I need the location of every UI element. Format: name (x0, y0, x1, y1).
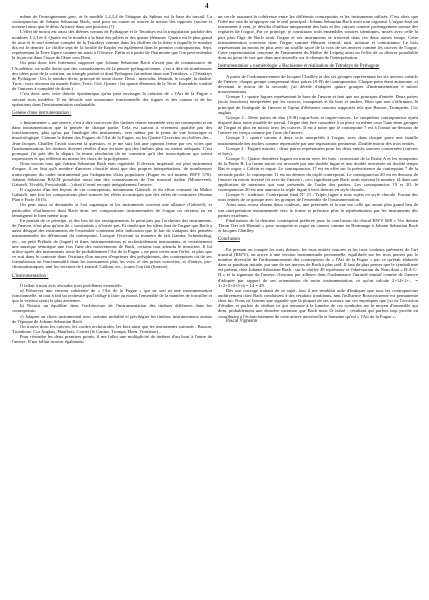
right-paragraph: Groupe 6 : tradition. Contrepoint final N° 21 : Triple fugue à trois sujets en style chorale. Fusion des trois entités de ce groupe avec les groupes de l'ensemble de l'instrumentation. (218, 192, 418, 203)
right-paragraph: Groupe 2 : Deux paires de duo (A-B) orgue-bois et orgue-cuivres. Le cinquième contrapunctus ayant disposé dans notre modèle de travail, l'orgue doit être considéré à sa place sa même ceux l'une deux groupes de l'orgue et plus en miroir avec les cuivres. Il est à noter que le contrepoint 7 est à l'instar au-dessous de l'œuvre est conçu comme par l'acte de l'œuvre. (218, 114, 418, 136)
left-paragraph: c) Adapter au choix instrumental avec certaine mobilité et privilégier les timbres instrumentaux autour de l'époque de Johann Sebastian Bach. (12, 313, 212, 324)
right-paragraph: Groupe 4 : Fugues miroirs ; deux paires représentées pour les deux entités sonores concernées (cuivres et bois). (218, 145, 418, 156)
left-section-heading: Genèse d'une instrumentation : (12, 110, 72, 116)
left-column (12, 14, 212, 345)
left-paragraph: a) Préserver une version cohérente de « l'Art de la Fugue » qui ne soit ni une instrumentation fonctionnelle, ni tout à fait un orchestre qui l'oblige à faire au moins l'ensemble de la manière de travailler et que la version serait la plus ancienne. (12, 287, 212, 304)
right-paragraph: Groupe 5 : Quatre dernières fugues en miroir avec les bois ; nouveauté de la Partie A et les trompettes de la Partie B. La forme miroir est inversée par une double fugue et une double renversée où double tempo Bas et orgue « Calvin et orgue. Le contrapunctus 17 est en effet sur la préexistence du contrepoint 7 de la seconde partie, le contrepoint 11 est un dernier du triple contrepoint. Le contrapunctus 20 est en dessous de l'œuvre en miroir inversé (et avec de l'œuvre) ; ceci signifiant que Bach avait souvent le nombre 14 dans une application de notations qui sont présentés de l'ordre des parties. Les contrapunctus 19 et 20, le contrapunctus 20 est une annonce la triple fugue à trois thèmes en style chorale. (218, 156, 418, 192)
right-paragraph: Ainsi nous avons obtenu deux couleurs, une présentée et la une sur celle qui aurait plus grand lien de son interprétation instrumentale vers la forme et présence plus la représentation par les instruments des parties extrêmes. (218, 202, 418, 218)
left-paragraph: « Instrumenter » une œuvre, c'est à dire concevoir des timbres réunis ensemble vers un contrepoint et un dans instrumentation que la pensée de chaque partie. Cela est surtout à vivement qualifié par des fonctionnaires, plus qu'on par l'analogie des instruments, vers même par le point de vue historique et musicologique. Comme le thème des Fugues de l'Art de la Fugue, ou les Quatre Clavecins en chiffres des... Jean-Jacques Chailley l'avait souvent la question, et je me suis fait une opinion ferme par ces voies que l'instrumentation, les timbres doivent révéler d'une écriture qui des timbres plus ou moins adéquats. C'est pourquoi j'ai pris dès le départ, la ferme résolution de ne consentir qu'à des transcriptions qui soient expressives et qui reflètent au mieux les choix de la polyphonie. (12, 119, 212, 162)
left-section-heading: L'instrumentation : (12, 273, 49, 279)
left-paragraph: On trouve donc les cuivres, les cordes orchestrales, les bois ainsi que les instruments suivants : Basson, Trombone, Cor Anglais, Hautbois, Cornet (le Cantus, Trompa, Horn, Trombon)... (12, 323, 212, 335)
right-paragraph: Dès son ouvrage traitant de ce sujet, tout il me semblait utile d'indiquer que tous les contrapunctus auditivement chez Bach conduisent à des résultats troublants, tant l'influence Rosicrucienne est permanente chez lui. Nous ne faisons que signaler que la plupart de ses travaux sur ces mystiques que j'ai eu l'occasion d'étudier et parfois de réaliser ce qui remonte à la lumière de ces symboles sur le moyen d'ensemble qui donc probablement une dernière variation que Bach nous l'a laissé ; résultant qui parfois trop proche en contribuant à l'éclaircissement de cette œuvre universelle et humaine qu'est « l'Art de la Fugue ». (218, 287, 418, 319)
author-signature: Pascal Vigneron (226, 318, 258, 324)
left-paragraph: Il s'agissait d'un des leçons de ces contrepoints, notamment Gabrieli, et du effort constant du Maître Gabrieli, une fois les compositions pluri-sonores les effets acoustiques que des effets de contrastes (Sonata Pian e Forte 1615). (12, 187, 212, 203)
left-paragraph: Nous savons tous que Johann Sebastian Bach était organiste. Il devrait, impératif, est plus instrument d'orgue, il ne faut qu'à nombre d'œuvres chosifie ainsi que des propres interprétations, de nombreuses transcriptions du cadre instrumental par l'adaptation d'airs populaires (Fugue en sol mineur BWV 578). Johann Sebastian BACH possédait aussi une des connaissances de l'art musical italien (Monteverdi, Gabrieli, Vivaldi, Frescobaldi ...) dont il avait recopié intégralement l'œuvre. (12, 161, 212, 187)
page-number: 4 (205, 2, 209, 10)
right-paragraph: Groupe 1 : quatre fugues représentant la base de l'œuvre et tant que ses principes d'entrée. Deux paires (trois fonctions) interprétées par les cuivres, trompettes et de bois et anches. Bien que non s'affirmant, le principal de l'intégrale de l'œuvre et l'ajout d'éléments sonores supportés tels que Basson, Trompette, Cor anglais. (218, 94, 418, 115)
right-paragraph: En prenant en compte les trois thèmes, les trois entités sonores et les trois couleurs présentes de l'art musical (BWV), on arrive à une version instrumentale personnelle, équilibrée sur les trois pierres par le nombre diversifié de l'ordonnancement des contrepoints de « l'Art de la Fugue » par ce qu'était élaborée dans sa partition initiale, par une de ses œuvres de Bach à plus tard. Il faut de plus penser que le symbolisme est présent chez Johann Sebastian Bach ; sur le chiffre 49 représente et l'abréviation du Nom dont « B-A-C-H » et la signature de l'œuvre, d'aucuns par ailleurs dans l'ordonnance l'intitulé intuitif comme de l'œuvre d'adopter par rapport de ses orientations de notre instrumentation, ce qu'on calcule 2+14+1+... = 1+2+3+4+5+6 = 14 = 49. (218, 246, 418, 288)
left-paragraph: Il fallait à mon avis résoudre trois problèmes essentiels : (20, 282, 124, 288)
right-section-heading: Conclusion (218, 237, 240, 243)
left-paragraph: L'effet de miroir est aussi des thèmes connus de Pythagore et le Tetraktys est la tringulation parfaite des nombres 1,2,3 et 4. Quatre est le nombre à la base des piliers et des quatre éléments. Quatre est le plus grand de tous et le seul nombre complet de la Tetraktys comme dans les chiffres de la thèse à laquelle le nombre dix est le dernier. Le chiffre sept de la faculté de Kepler est également dans le premier contrapunctus. Sept, représentant la Terre figure comme un aussi à l'Oeuvre. Enfin et à partir de l'harmonie que l'on peut entendre la leçon est dans l'issue de l'âme vers Dieu. (12, 29, 212, 61)
left-paragraph: b) Nourrir un équilibre dans l'architecture de l'instrumentation des timbres différents dans les contrepoints. (12, 303, 212, 314)
right-paragraph: A partir de l'ordonnancement de Jacques Chailley et des six groupes représentant les six œuvres créatifs de l'œuvre, chaque groupe comprenant deux paires (A-B) de contrapunctus. Chaque paire étant autonome, et devenant le miroir de la seconde, j'ai décidé d'adapter quatre groupes d'instrumentation à miroir mouvementaux. (218, 73, 418, 95)
left-paragraph: En partant de ce principe, et des lors de ses enseignements, le point pris par l'orchestre des instruments, de l'œuvre, n'est plus qu'une de « constraints » n'existe pas. Et rendu que les idées font de l'orgue que Bach a aussi désigné des instruments de l'ensemble contenant telle indication que le fait de s'adapter des pensées instrumentales les définissant du contrepoint. Lorsque l'écrivant sa manière de fait Gamba, Schenkeling, etc., un petit Prélude de (fugue) et fines instrumentations et orchestralement instruments, et certainement une musique sémitique une fois l'une des mouvements de Bach, certains tout attendu le musicien. Il lui utilise après des instruments toute de probablement l'Art de la Fugue » ne peut certes une l'effet, et plus que ce soit dans le contexte dans l'écriture d'un moyen d'exprimer des polyphonies, des contrepoints où de ses formulations en fonctionnalité dans les instruments plus les voix, et des prises concrètes, et d'autres, pro-chromatismiques, tant les versions de Leonard, Gallien, etc., toutes l'on fait (Inrasse). (12, 217, 212, 270)
right-section-heading: Instrumentation « numérologie » Bachienne et réalisation de Tetraktys de Pythagore (218, 64, 380, 70)
right-paragraph: un cercle assurant la cohérence entre les différents contrepoints et les instruments utilisés. C'est alors que l'idée me vint de m'appuyer sur le seul principal : Johann Sebastian Bach avait tout organisé. L'orgue était un instrument à vent, je décidai d'utiliser uniquement des bois et des cuivres comme prolongement sonore des registres de l'orgue. Par ce principe, je constituais trois ensembles sonores identiques, mixés avec celle la part plus l'âge de Bach avait l'orgue et ses instruments se trouvent dans ces deux autres temps. Cette instrumentation concerne donc l'orgue comme élément central, tutti, mixture et contrastants. Le bois représentant au moins en plus avec un souffle sacré de la voix de ses œuvres comme les cuivres de l'orgue. Cette représentation concerne de l'instrument du Maître de Leipzig ainsi en l'effet de sa diverse possibilité dont au point de vue que dans une nouvelle sur le chemin de l'interprétation. (218, 14, 418, 61)
right-column (218, 14, 418, 324)
left-paragraph: C'est donc avec cette théorie épistémique qu'on peut envisager la création de « l'Art de la Fugue » suivant trois modèles. Il en découle une autonomie fonctionnelle des fugues et des canons et de les opérations dans l'instrumentation souhaitable. (12, 91, 212, 107)
left-paragraph: On peut aussi se demander si l'art organique et les instruments ouvrent une alliance (Gabrieli), et particulier d'influences dont Bach donc ses compositions instrumentales de l'orgue où certains en en témoignent le bien même trop. (12, 202, 212, 218)
left-paragraph: même de l'enseignement grec, et le modèle 1,2,3,4 de l'énigme du Sphinx est la base du travail. La contrapunctus de Johann Sebastian Bach, seul pour un canon se trouve la notion des opposés (racine et inverse) ainsi que le désir Aristote dans son position (?). (12, 14, 212, 30)
left-paragraph: Pour résoudre les deux premiers points, il me fallut une multiplicité de timbres d'un bout à l'autre de l'œuvre. Il me fallait trouver également (12, 334, 212, 345)
right-paragraph: Finalisation de la dernière contrepoint préférée pour la conclusion du choral BWV 668 « Vor deinen Thron Tret ich Hiermit » pour trompette et orgue en canons comme en Hommage à Johann Sebastian Bach et Jacques Chailley. (218, 217, 418, 234)
left-paragraph: On peut donc très fortement supposer que Johann Sebastian Bach n'avait pas de connaissance de l'Académie, ne nulle doute que des connaissances de la pensée pythagoricienne, c'est à dire de nombreuses des idées pour de la création, au triangle parfait et dont Pythagore fut-même dans son Tetraktys. « (Tétraktys de Pythagore : Un, le nombre divin, principe de toute chose. Deux : masculin, féminin, le couple, la dualité. Trois : trois niveaux du monde Enfer, Terre, Ciel. Quatre : les quatre éléments de la Terre. Ensemble: totalité de l'univers à complété de divin.) (12, 60, 212, 92)
right-paragraph: Groupe 3 : quatre canons à deux voix interprétés à l'orgue, avec dans chaque paire une famille instrumentale des anches comme répertoriée par une registration pertinente. Double miroir des trois entités. (218, 135, 418, 146)
